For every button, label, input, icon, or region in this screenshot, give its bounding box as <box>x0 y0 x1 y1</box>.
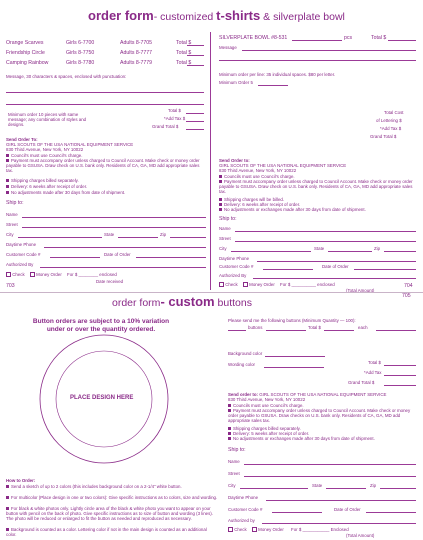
pay-left: Check Money Order For $ ________ enclosed <box>6 272 117 277</box>
ship-right-head: Ship to: <box>219 216 237 222</box>
ship-right-date-field[interactable] <box>354 269 416 270</box>
ship-right-auth-label: Authorized By <box>219 273 247 278</box>
ship-right-auth-field[interactable] <box>253 278 416 279</box>
bottom-title <box>112 295 252 310</box>
send-right-org: GIRL SCOUTS OF THE USA NATIONAL EQUIPMENT SERVICE <box>219 163 347 168</box>
page-704: 704 <box>404 283 413 289</box>
ship-right-zip-label: Zip <box>374 246 381 251</box>
order-line-d: each <box>358 325 368 330</box>
shirt-row-3-sizes: Girls 8-7780 <box>66 60 95 66</box>
bottom-phone-label: Daytime Phone <box>228 495 259 500</box>
bottom-phone-field[interactable] <box>266 500 416 501</box>
amount-label-top: (Total Amount) <box>346 288 375 293</box>
order-line-c: Total $ <box>308 325 321 330</box>
bottom-city-label: City <box>228 483 236 488</box>
top-title-b: - customized <box>153 11 217 23</box>
bottom-auth-label: Authorized by <box>228 518 255 523</box>
ship-left-street-label: Street <box>6 222 18 227</box>
shirt-row-2-label: Friendship Circle <box>6 50 45 56</box>
bottom-name-label: Name <box>228 459 240 464</box>
bowl-minimum: Minimum Order 5 <box>219 80 253 85</box>
bowl-total-cost: Total Cost <box>384 110 404 115</box>
bowl-tax: *Add Tax $ <box>380 126 402 131</box>
ship-left-phone-label: Daytime Phone <box>6 242 37 247</box>
ship-left-state-label: State <box>104 232 115 237</box>
bottom-send-item-5: No adjustments or exchanges made after 30 days from date of shipment. <box>228 436 375 441</box>
message-prompt: Message, 30 characters & spaces, enclosed with punctuation: <box>6 74 127 79</box>
ship-right-date-label: Date of Order <box>322 264 349 269</box>
message-line-1[interactable] <box>6 92 204 93</box>
ship-left-auth-label: Authorized By <box>6 262 34 267</box>
bottom-date-label: Date of Order <box>334 507 361 512</box>
shirt-row-2-sizes: Girls 8-7750 <box>66 50 95 56</box>
bottom-street-label: Street <box>228 471 240 476</box>
check-box-bottom[interactable] <box>228 527 233 532</box>
ship-left-code-label: Customer Code # <box>6 252 41 257</box>
howto-head: How to Order: <box>6 478 36 483</box>
order-line-b: buttons <box>248 325 263 330</box>
money-order-box-left[interactable] <box>30 272 35 277</box>
ship-right-street-field[interactable] <box>235 241 416 242</box>
send-right-item-4: Delivery: 6 weeks after receipt of order. <box>219 202 300 207</box>
bottom-pay: Check Money Order For $ ___________ Enclosed <box>228 527 349 532</box>
top-divider <box>210 32 211 290</box>
bottom-zip-label: Zip <box>370 483 377 488</box>
ship-right-street-label: Street <box>219 236 231 241</box>
ship-left-phone-field[interactable] <box>44 247 206 248</box>
bottom-ship-head: Ship to: <box>228 447 246 453</box>
min-order-note: Minimum order 10 pieces with same message; any combination of styles and designs. <box>8 112 87 127</box>
send-right-item-3: Shipping charges will be billed. <box>219 197 284 202</box>
ship-right-code-label: Customer Code # <box>219 264 254 269</box>
btn-total: Total $ <box>368 360 381 365</box>
ship-right-city-label: City <box>219 246 227 251</box>
bottom-city-field[interactable] <box>240 488 308 489</box>
bottom-title-b: - custom <box>160 294 215 309</box>
howto-item-4: Background is counted as a color. Lettering color if not in the main design is counted as an additional color. <box>6 527 207 537</box>
top-title-c: t-shirts <box>216 8 261 23</box>
ship-left-name-label: Name <box>6 212 18 217</box>
ship-right-state-field[interactable] <box>328 251 372 252</box>
message-line-2[interactable] <box>6 104 204 105</box>
bottom-send-item-1: Councils must use Council's charge. <box>228 403 304 408</box>
btn-tax: *Add Tax <box>364 370 382 375</box>
howto-item-3: For black & white photos only. Lightly circle area of the black & white photo you want to appear on your button with pencil on the back of photo. Give specific instructions as to size of button and wording (3 lines). The photo will be reduced or enlarged to fit the button as needed and reproduced as necessary. <box>6 506 213 521</box>
shirt-row-1-total: Total $ <box>176 40 192 46</box>
shirt-row-1-sizes: Girls 6-7700 <box>66 40 95 46</box>
top-title-d: & silverplate bowl <box>260 11 345 23</box>
place-design-label: PLACE DESIGN HERE <box>70 395 134 401</box>
page-separator <box>0 292 423 293</box>
send-left-item-4: Delivery: 6 weeks after receipt of order. <box>6 184 87 189</box>
shirt-row-3-total: Total $ <box>176 60 192 66</box>
ship-left-street-field[interactable] <box>22 227 206 228</box>
ship-right-state-label: State <box>314 246 325 251</box>
shirt-row-3-adult: Adults 8-7779 <box>120 60 153 66</box>
bowl-min: Minimum order per line: 35 individual spaces. $80 per letter. <box>219 72 336 77</box>
btn-grand: Grand Total $ <box>348 380 375 385</box>
bottom-street-field[interactable] <box>244 476 416 477</box>
send-left-item-2: Payment must accompany order unless charged to Council Account. Make check or money order payable to GSUSA. Draw check on U.S. bank only. Residents of CA, GA, MD add appropriate sales tax. <box>6 158 200 173</box>
top-title <box>88 9 345 24</box>
howto-item-1: Send a sketch of up to 2 colors (this includes background color on a 2-1/4" white button. <box>6 484 218 489</box>
bowl-grand: Grand Total $ <box>370 134 397 139</box>
ship-right-zip-field[interactable] <box>384 251 416 252</box>
ship-left-head: Ship to: <box>6 200 24 206</box>
bottom-send-item-2: Payment must accompany order unless charged to Council Account. Make check or money order payable to GSUSA. Draw checks on U.S. bank only. Residents of CA, GA, MD add appropriate sales tax. <box>228 408 411 423</box>
send-left-head: Send Order To: <box>6 137 38 142</box>
wording-color-label: Wording color <box>228 362 256 367</box>
ship-right-name-field[interactable] <box>235 231 416 232</box>
ship-left-city-label: City <box>6 232 14 237</box>
ship-right-phone-label: Daytime Phone <box>219 256 250 261</box>
check-box-right[interactable] <box>219 282 224 287</box>
top-left-grand: Grand Total $ <box>152 124 179 129</box>
bottom-code-field[interactable] <box>272 512 322 513</box>
ship-right-name-label: Name <box>219 226 231 231</box>
top-title-a: order form <box>88 8 154 23</box>
ship-left-state-field[interactable] <box>118 237 158 238</box>
bottom-state-label: State <box>312 483 323 488</box>
shirt-row-1-adult: Adults 8-7705 <box>120 40 153 46</box>
ship-right-code-field[interactable] <box>263 269 313 270</box>
send-left-item-5: No adjustments made after 30 days from date of shipment. <box>6 190 125 195</box>
bottom-send-item-4: Delivery: 5 weeks after receipt of order. <box>228 431 309 436</box>
bottom-code-label: Customer Code # <box>228 507 263 512</box>
ship-left-city-field[interactable] <box>18 237 102 238</box>
ship-left-date-field[interactable] <box>136 257 206 258</box>
bottom-auth-field[interactable] <box>262 523 416 524</box>
bottom-zip-field[interactable] <box>380 488 416 489</box>
bowl-message: Message <box>219 45 237 50</box>
bottom-title-c: buttons <box>214 297 252 309</box>
check-box-left[interactable] <box>6 272 11 277</box>
ship-right-city-field[interactable] <box>231 251 311 252</box>
bottom-send-org: Send order to: GIRL SCOUTS OF THE USA NATIONAL EQUIPMENT SERVICE <box>228 392 387 397</box>
send-left-item-3: Shipping charges billed separately. <box>6 178 79 183</box>
ship-left-code-field[interactable] <box>50 257 100 258</box>
top-left-tax: *Add Tax $ <box>164 116 186 121</box>
bg-color-field[interactable] <box>265 356 325 357</box>
ship-left-zip-field[interactable] <box>170 237 206 238</box>
bottom-date-field[interactable] <box>366 512 416 513</box>
bowl-message-line-2[interactable] <box>219 60 416 61</box>
top-left-total: Total $ <box>168 108 181 113</box>
ship-left-date-label: Date of Order <box>104 252 131 257</box>
bowl-lettering: of Lettering $ <box>376 118 402 123</box>
page-703: 703 <box>6 283 15 289</box>
shirt-row-3-label: Camping Rainbow <box>6 60 49 66</box>
shirt-row-2-adult: Adults 8-7777 <box>120 50 153 56</box>
wording-color-field[interactable] <box>264 367 324 368</box>
bottom-state-field[interactable] <box>326 488 366 489</box>
date-received-label: Date received <box>96 279 124 284</box>
money-order-box-bottom[interactable] <box>252 527 257 532</box>
amount-label-bottom: (Total Amount) <box>346 533 375 538</box>
bowl-total: Total $ <box>371 35 387 41</box>
ship-right-phone-field[interactable] <box>257 261 416 262</box>
bowl-qty: pcs <box>344 35 353 41</box>
page-705: 705 <box>402 293 411 299</box>
pay-right: Check Money Order For $ __________ enclosed <box>219 282 335 287</box>
send-right-item-5: No adjustments or exchanges made after 30 days from date of shipment. <box>219 207 366 212</box>
send-left-addr: 830 Third Avenue, New York, NY 10022 <box>6 147 84 152</box>
bottom-send-addr: 830 Third Avenue, New York, NY 10022 <box>228 397 306 402</box>
money-order-box-right[interactable] <box>243 282 248 287</box>
variation-notice: Button orders are subject to a 10% variation under or over the quantity ordered. <box>32 318 170 333</box>
bottom-name-field[interactable] <box>244 464 416 465</box>
ship-left-zip-label: Zip <box>160 232 167 237</box>
shirt-row-1-label: Orange Scarves <box>6 40 44 46</box>
send-left-item-1: Council's must use Council's charge. <box>6 153 206 158</box>
ship-left-name-field[interactable] <box>22 217 206 218</box>
send-right-head: Send Order to: <box>219 158 250 163</box>
send-right-addr: 830 Third Avenue, New York, NY 10022 <box>219 168 297 173</box>
bg-color-label: Background color <box>228 351 263 356</box>
send-right-item-2: Payment must accompany order unless charged to Council Account. Make check or money order payable to GSUSA. Draw check on U.S. bank only. Residents of CA, GA, MD add appropriate sales tax. <box>219 179 413 194</box>
bottom-title-a: order form <box>112 297 161 309</box>
send-left-org: GIRL SCOUTS OF THE USA NATIONAL EQUIPMENT SERVICE <box>6 142 134 147</box>
shirt-row-2-total: Total $ <box>176 50 192 56</box>
send-right-item-1: Councils must use Council's charge. <box>219 174 295 179</box>
bowl-message-line-1[interactable] <box>242 50 416 51</box>
howto-item-2: For multicolor (Place design in one or two colors): Give specific instructions as to colors, size and wording. <box>6 495 218 500</box>
order-line-a: Please send me the following buttons (Minimum Quantity — 100): <box>228 318 356 323</box>
bowl-item: SILVERPLATE BOWL #8-531 <box>219 35 288 41</box>
ship-left-auth-field[interactable] <box>40 267 206 268</box>
bottom-send-item-3: Shipping charges billed separately. <box>228 426 301 431</box>
